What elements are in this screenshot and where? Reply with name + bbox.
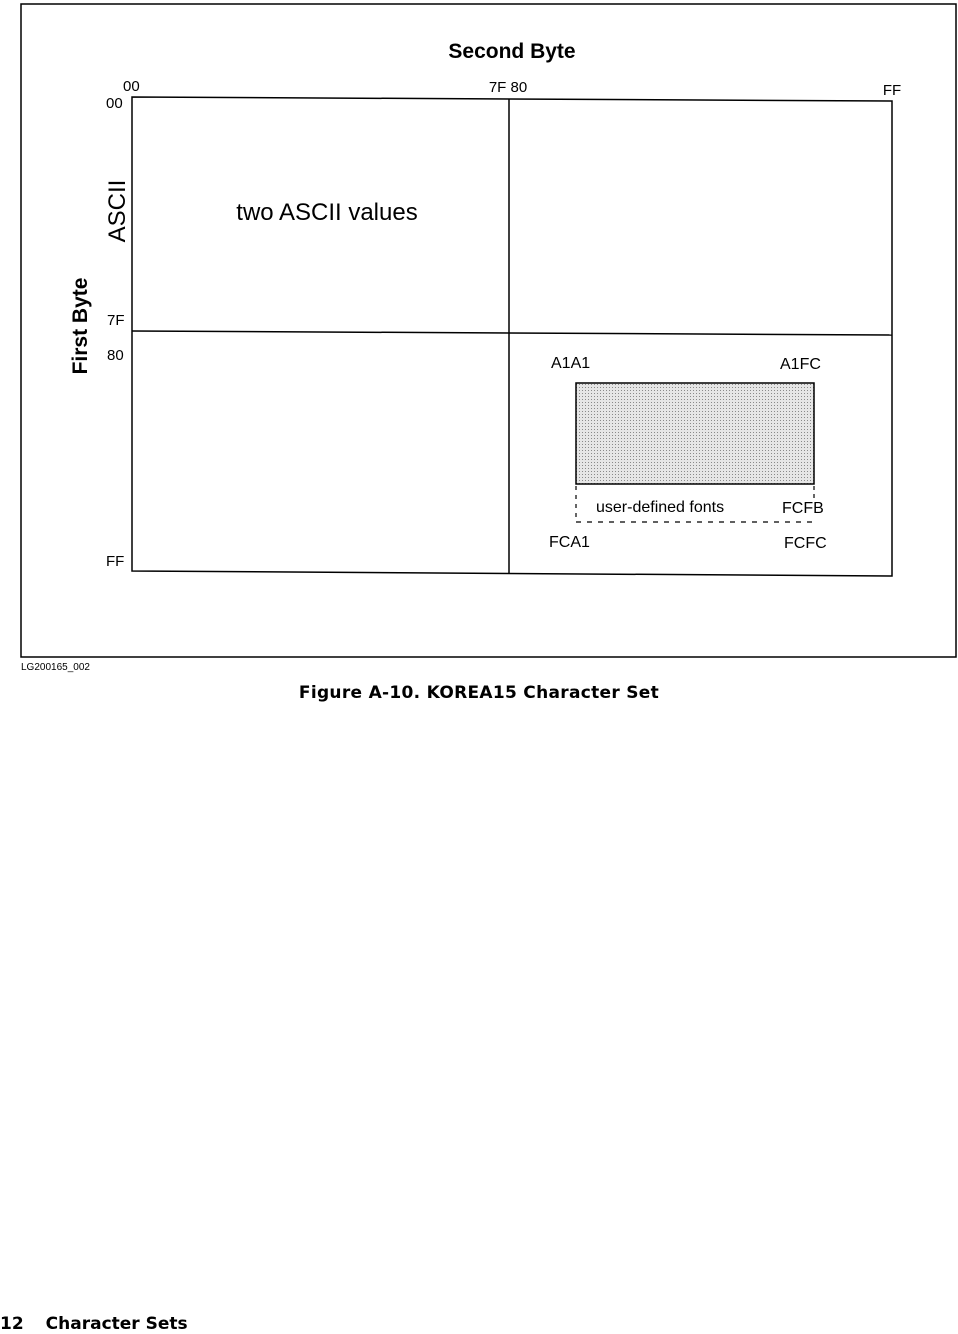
left-axis-start: 00 (106, 95, 123, 112)
top-axis-start: 00 (123, 78, 140, 95)
top-axis-end: FF (882, 82, 902, 99)
page-number: 12 (0, 1314, 24, 1334)
region-bottom-right-label: FCFC (784, 535, 827, 552)
shaded-region (576, 383, 814, 484)
main-grid-box (132, 97, 892, 576)
left-axis-mid-b: 80 (107, 347, 124, 364)
page-footer (0, 1314, 188, 1334)
region-top-right-label: A1FC (780, 356, 821, 373)
figure-id: LG200165_002 (21, 662, 90, 673)
left-axis-mid-a: 7F (107, 312, 125, 329)
horizontal-divider (132, 331, 892, 335)
region-top-left-label: A1A1 (551, 355, 591, 372)
user-defined-end-label: FCFB (782, 500, 824, 517)
footer-section: Character Sets (45, 1314, 188, 1334)
first-byte-heading: First Byte (69, 277, 92, 375)
top-axis-mid: 7F 80 (488, 79, 528, 96)
left-axis-end: FF (106, 553, 125, 570)
figure-caption: Figure A-10. KOREA15 Character Set (298, 683, 660, 703)
user-defined-fonts-label: user-defined fonts (596, 499, 725, 516)
quadrant-label: two ASCII values (236, 199, 418, 226)
second-byte-heading: Second Byte (448, 40, 576, 63)
ascii-label: ASCII (104, 179, 131, 243)
region-bottom-left-label: FCA1 (549, 534, 590, 551)
